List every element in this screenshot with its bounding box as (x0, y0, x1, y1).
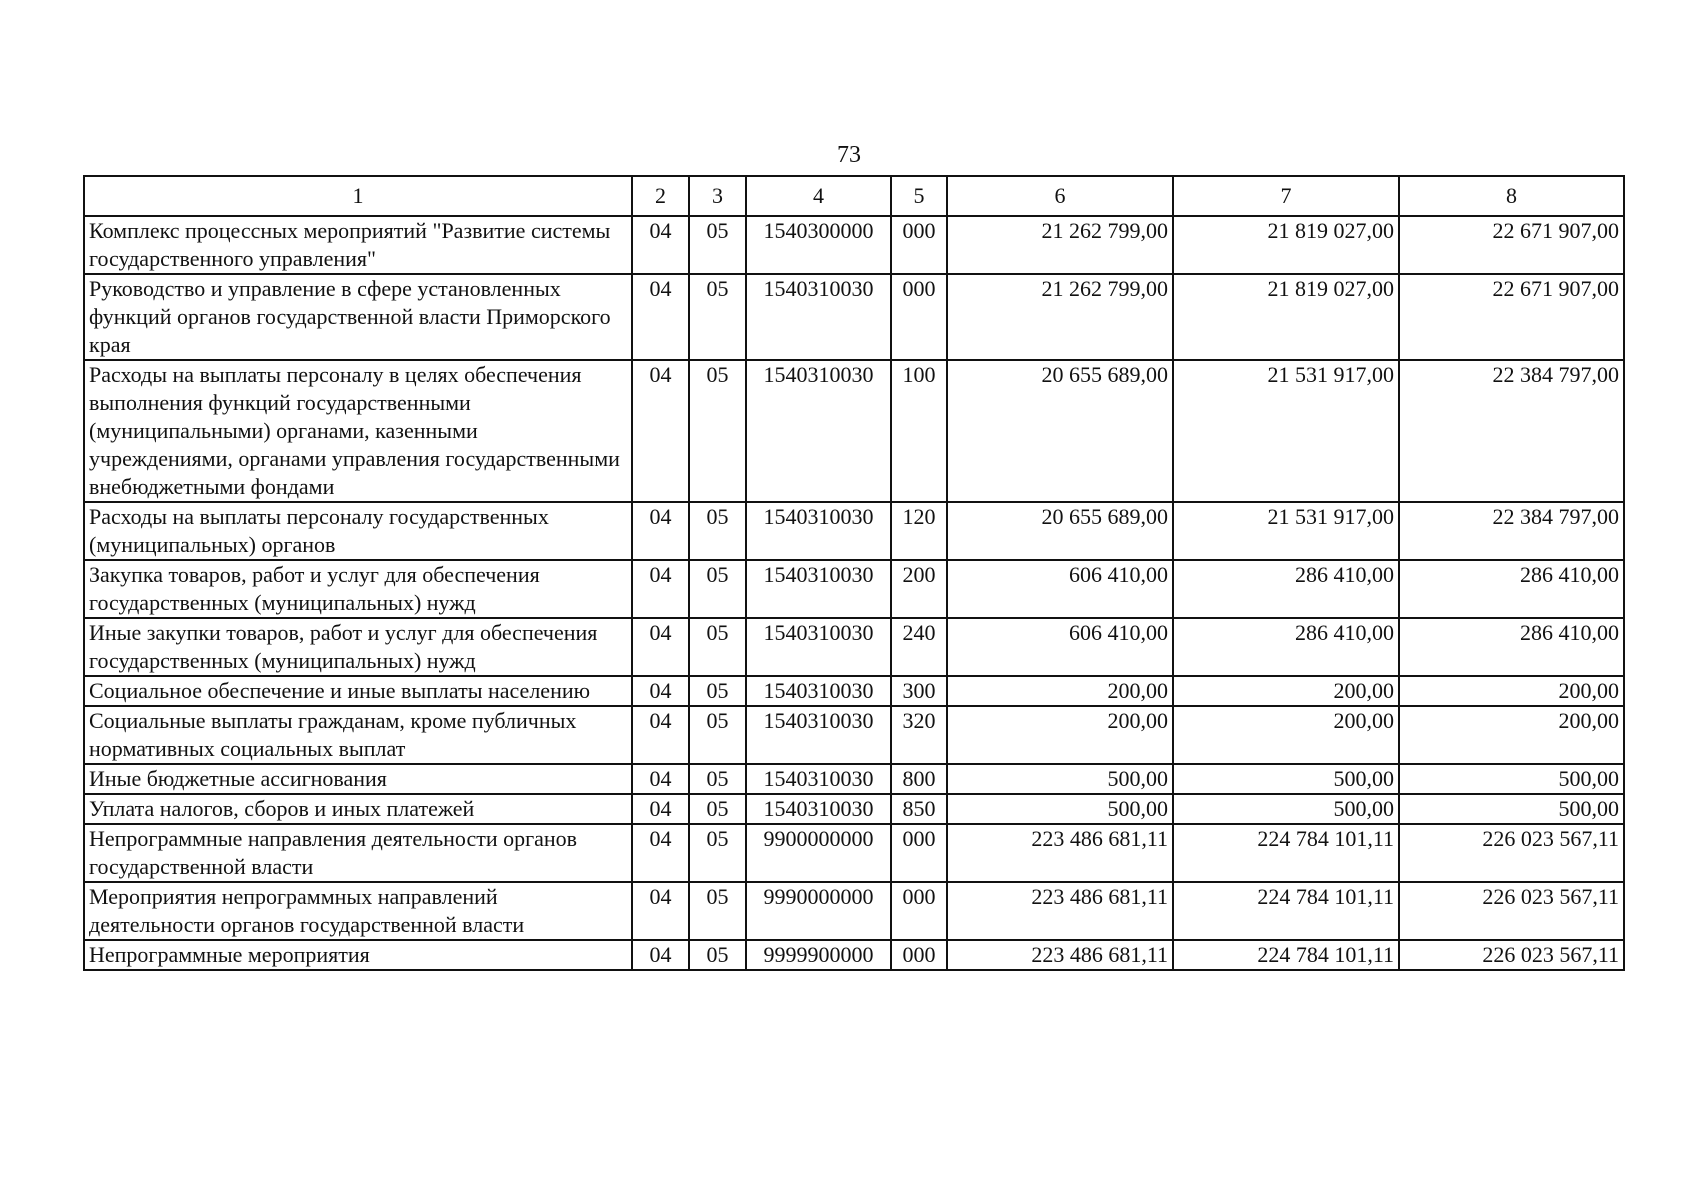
column-header: 2 (632, 176, 689, 216)
row-name-cell: Непрограммные мероприятия (84, 940, 632, 970)
subsection-code-cell: 05 (689, 560, 746, 618)
expense-type-cell: 100 (891, 360, 947, 502)
subsection-code-cell: 05 (689, 502, 746, 560)
table-row (84, 824, 1624, 882)
row-name-cell: Уплата налогов, сборов и иных платежей (84, 794, 632, 824)
expense-type-cell: 000 (891, 274, 947, 360)
amount-year-1-cell: 223 486 681,11 (947, 824, 1173, 882)
expense-type-cell: 000 (891, 824, 947, 882)
table-row (84, 274, 1624, 360)
table-row (84, 560, 1624, 618)
amount-year-1-cell: 20 655 689,00 (947, 502, 1173, 560)
table-row (84, 706, 1624, 764)
amount-year-3-cell: 226 023 567,11 (1399, 882, 1624, 940)
table-row (84, 216, 1624, 274)
amount-year-1-cell: 500,00 (947, 794, 1173, 824)
subsection-code-cell: 05 (689, 794, 746, 824)
target-article-cell: 1540310030 (746, 676, 891, 706)
subsection-code-cell: 05 (689, 274, 746, 360)
row-name-cell: Социальное обеспечение и иные выплаты населению (84, 676, 632, 706)
amount-year-3-cell: 200,00 (1399, 676, 1624, 706)
section-code-cell: 04 (632, 706, 689, 764)
amount-year-2-cell: 200,00 (1173, 676, 1399, 706)
section-code-cell: 04 (632, 502, 689, 560)
amount-year-1-cell: 500,00 (947, 764, 1173, 794)
amount-year-1-cell: 21 262 799,00 (947, 216, 1173, 274)
target-article-cell: 9900000000 (746, 824, 891, 882)
amount-year-1-cell: 200,00 (947, 676, 1173, 706)
budget-table (83, 175, 1625, 971)
table-row (84, 676, 1624, 706)
amount-year-3-cell: 500,00 (1399, 764, 1624, 794)
target-article-cell: 1540310030 (746, 502, 891, 560)
target-article-cell: 1540310030 (746, 794, 891, 824)
amount-year-1-cell: 200,00 (947, 706, 1173, 764)
row-name-cell: Иные бюджетные ассигнования (84, 764, 632, 794)
amount-year-3-cell: 500,00 (1399, 794, 1624, 824)
target-article-cell: 1540310030 (746, 764, 891, 794)
expense-type-cell: 800 (891, 764, 947, 794)
amount-year-2-cell: 286 410,00 (1173, 560, 1399, 618)
amount-year-3-cell: 200,00 (1399, 706, 1624, 764)
column-header: 1 (84, 176, 632, 216)
amount-year-1-cell: 223 486 681,11 (947, 940, 1173, 970)
table-row (84, 940, 1624, 970)
target-article-cell: 1540310030 (746, 274, 891, 360)
row-name-cell: Руководство и управление в сфере установленных функций органов государственной власти Приморского края (84, 274, 632, 360)
amount-year-3-cell: 226 023 567,11 (1399, 940, 1624, 970)
amount-year-2-cell: 200,00 (1173, 706, 1399, 764)
target-article-cell: 1540310030 (746, 618, 891, 676)
amount-year-3-cell: 22 384 797,00 (1399, 502, 1624, 560)
amount-year-2-cell: 500,00 (1173, 764, 1399, 794)
amount-year-3-cell: 286 410,00 (1399, 618, 1624, 676)
subsection-code-cell: 05 (689, 764, 746, 794)
section-code-cell: 04 (632, 764, 689, 794)
target-article-cell: 1540310030 (746, 360, 891, 502)
section-code-cell: 04 (632, 216, 689, 274)
amount-year-2-cell: 224 784 101,11 (1173, 882, 1399, 940)
amount-year-2-cell: 500,00 (1173, 794, 1399, 824)
section-code-cell: 04 (632, 794, 689, 824)
amount-year-2-cell: 21 531 917,00 (1173, 502, 1399, 560)
section-code-cell: 04 (632, 676, 689, 706)
column-header: 8 (1399, 176, 1624, 216)
section-code-cell: 04 (632, 940, 689, 970)
expense-type-cell: 000 (891, 882, 947, 940)
column-header: 5 (891, 176, 947, 216)
amount-year-1-cell: 20 655 689,00 (947, 360, 1173, 502)
expense-type-cell: 000 (891, 216, 947, 274)
subsection-code-cell: 05 (689, 940, 746, 970)
amount-year-2-cell: 286 410,00 (1173, 618, 1399, 676)
page-number: 73 (837, 142, 861, 168)
section-code-cell: 04 (632, 360, 689, 502)
target-article-cell: 1540310030 (746, 560, 891, 618)
row-name-cell: Социальные выплаты гражданам, кроме публичных нормативных социальных выплат (84, 706, 632, 764)
row-name-cell: Закупка товаров, работ и услуг для обеспечения государственных (муниципальных) нужд (84, 560, 632, 618)
row-name-cell: Расходы на выплаты персоналу государственных (муниципальных) органов (84, 502, 632, 560)
amount-year-2-cell: 224 784 101,11 (1173, 940, 1399, 970)
table-body (84, 216, 1624, 970)
subsection-code-cell: 05 (689, 824, 746, 882)
subsection-code-cell: 05 (689, 706, 746, 764)
header-row (84, 176, 1624, 216)
column-header: 4 (746, 176, 891, 216)
amount-year-3-cell: 22 671 907,00 (1399, 216, 1624, 274)
section-code-cell: 04 (632, 618, 689, 676)
expense-type-cell: 000 (891, 940, 947, 970)
row-name-cell: Расходы на выплаты персоналу в целях обеспечения выполнения функций государственными (муниципальными) органами, казенными учреждениями, органами управления государственными внебюджетными фондами (84, 360, 632, 502)
amount-year-1-cell: 606 410,00 (947, 560, 1173, 618)
row-name-cell: Непрограммные направления деятельности органов государственной власти (84, 824, 632, 882)
target-article-cell: 9990000000 (746, 882, 891, 940)
column-header: 3 (689, 176, 746, 216)
table-row (84, 360, 1624, 502)
column-header: 7 (1173, 176, 1399, 216)
amount-year-3-cell: 22 384 797,00 (1399, 360, 1624, 502)
expense-type-cell: 300 (891, 676, 947, 706)
subsection-code-cell: 05 (689, 882, 746, 940)
amount-year-2-cell: 21 819 027,00 (1173, 274, 1399, 360)
amount-year-2-cell: 21 531 917,00 (1173, 360, 1399, 502)
row-name-cell: Комплекс процессных мероприятий "Развитие системы государственного управления" (84, 216, 632, 274)
target-article-cell: 9999900000 (746, 940, 891, 970)
section-code-cell: 04 (632, 274, 689, 360)
section-code-cell: 04 (632, 560, 689, 618)
expense-type-cell: 240 (891, 618, 947, 676)
amount-year-3-cell: 226 023 567,11 (1399, 824, 1624, 882)
section-code-cell: 04 (632, 824, 689, 882)
amount-year-1-cell: 606 410,00 (947, 618, 1173, 676)
column-header: 6 (947, 176, 1173, 216)
subsection-code-cell: 05 (689, 676, 746, 706)
amount-year-2-cell: 21 819 027,00 (1173, 216, 1399, 274)
row-name-cell: Иные закупки товаров, работ и услуг для обеспечения государственных (муниципальных) нужд (84, 618, 632, 676)
amount-year-1-cell: 21 262 799,00 (947, 274, 1173, 360)
expense-type-cell: 120 (891, 502, 947, 560)
target-article-cell: 1540310030 (746, 706, 891, 764)
expense-type-cell: 320 (891, 706, 947, 764)
amount-year-1-cell: 223 486 681,11 (947, 882, 1173, 940)
amount-year-3-cell: 286 410,00 (1399, 560, 1624, 618)
table-row (84, 882, 1624, 940)
amount-year-2-cell: 224 784 101,11 (1173, 824, 1399, 882)
expense-type-cell: 850 (891, 794, 947, 824)
subsection-code-cell: 05 (689, 618, 746, 676)
target-article-cell: 1540300000 (746, 216, 891, 274)
section-code-cell: 04 (632, 882, 689, 940)
row-name-cell: Мероприятия непрограммных направлений деятельности органов государственной власти (84, 882, 632, 940)
subsection-code-cell: 05 (689, 360, 746, 502)
subsection-code-cell: 05 (689, 216, 746, 274)
table-row (84, 794, 1624, 824)
table-row (84, 502, 1624, 560)
amount-year-3-cell: 22 671 907,00 (1399, 274, 1624, 360)
table-row (84, 764, 1624, 794)
expense-type-cell: 200 (891, 560, 947, 618)
table-row (84, 618, 1624, 676)
